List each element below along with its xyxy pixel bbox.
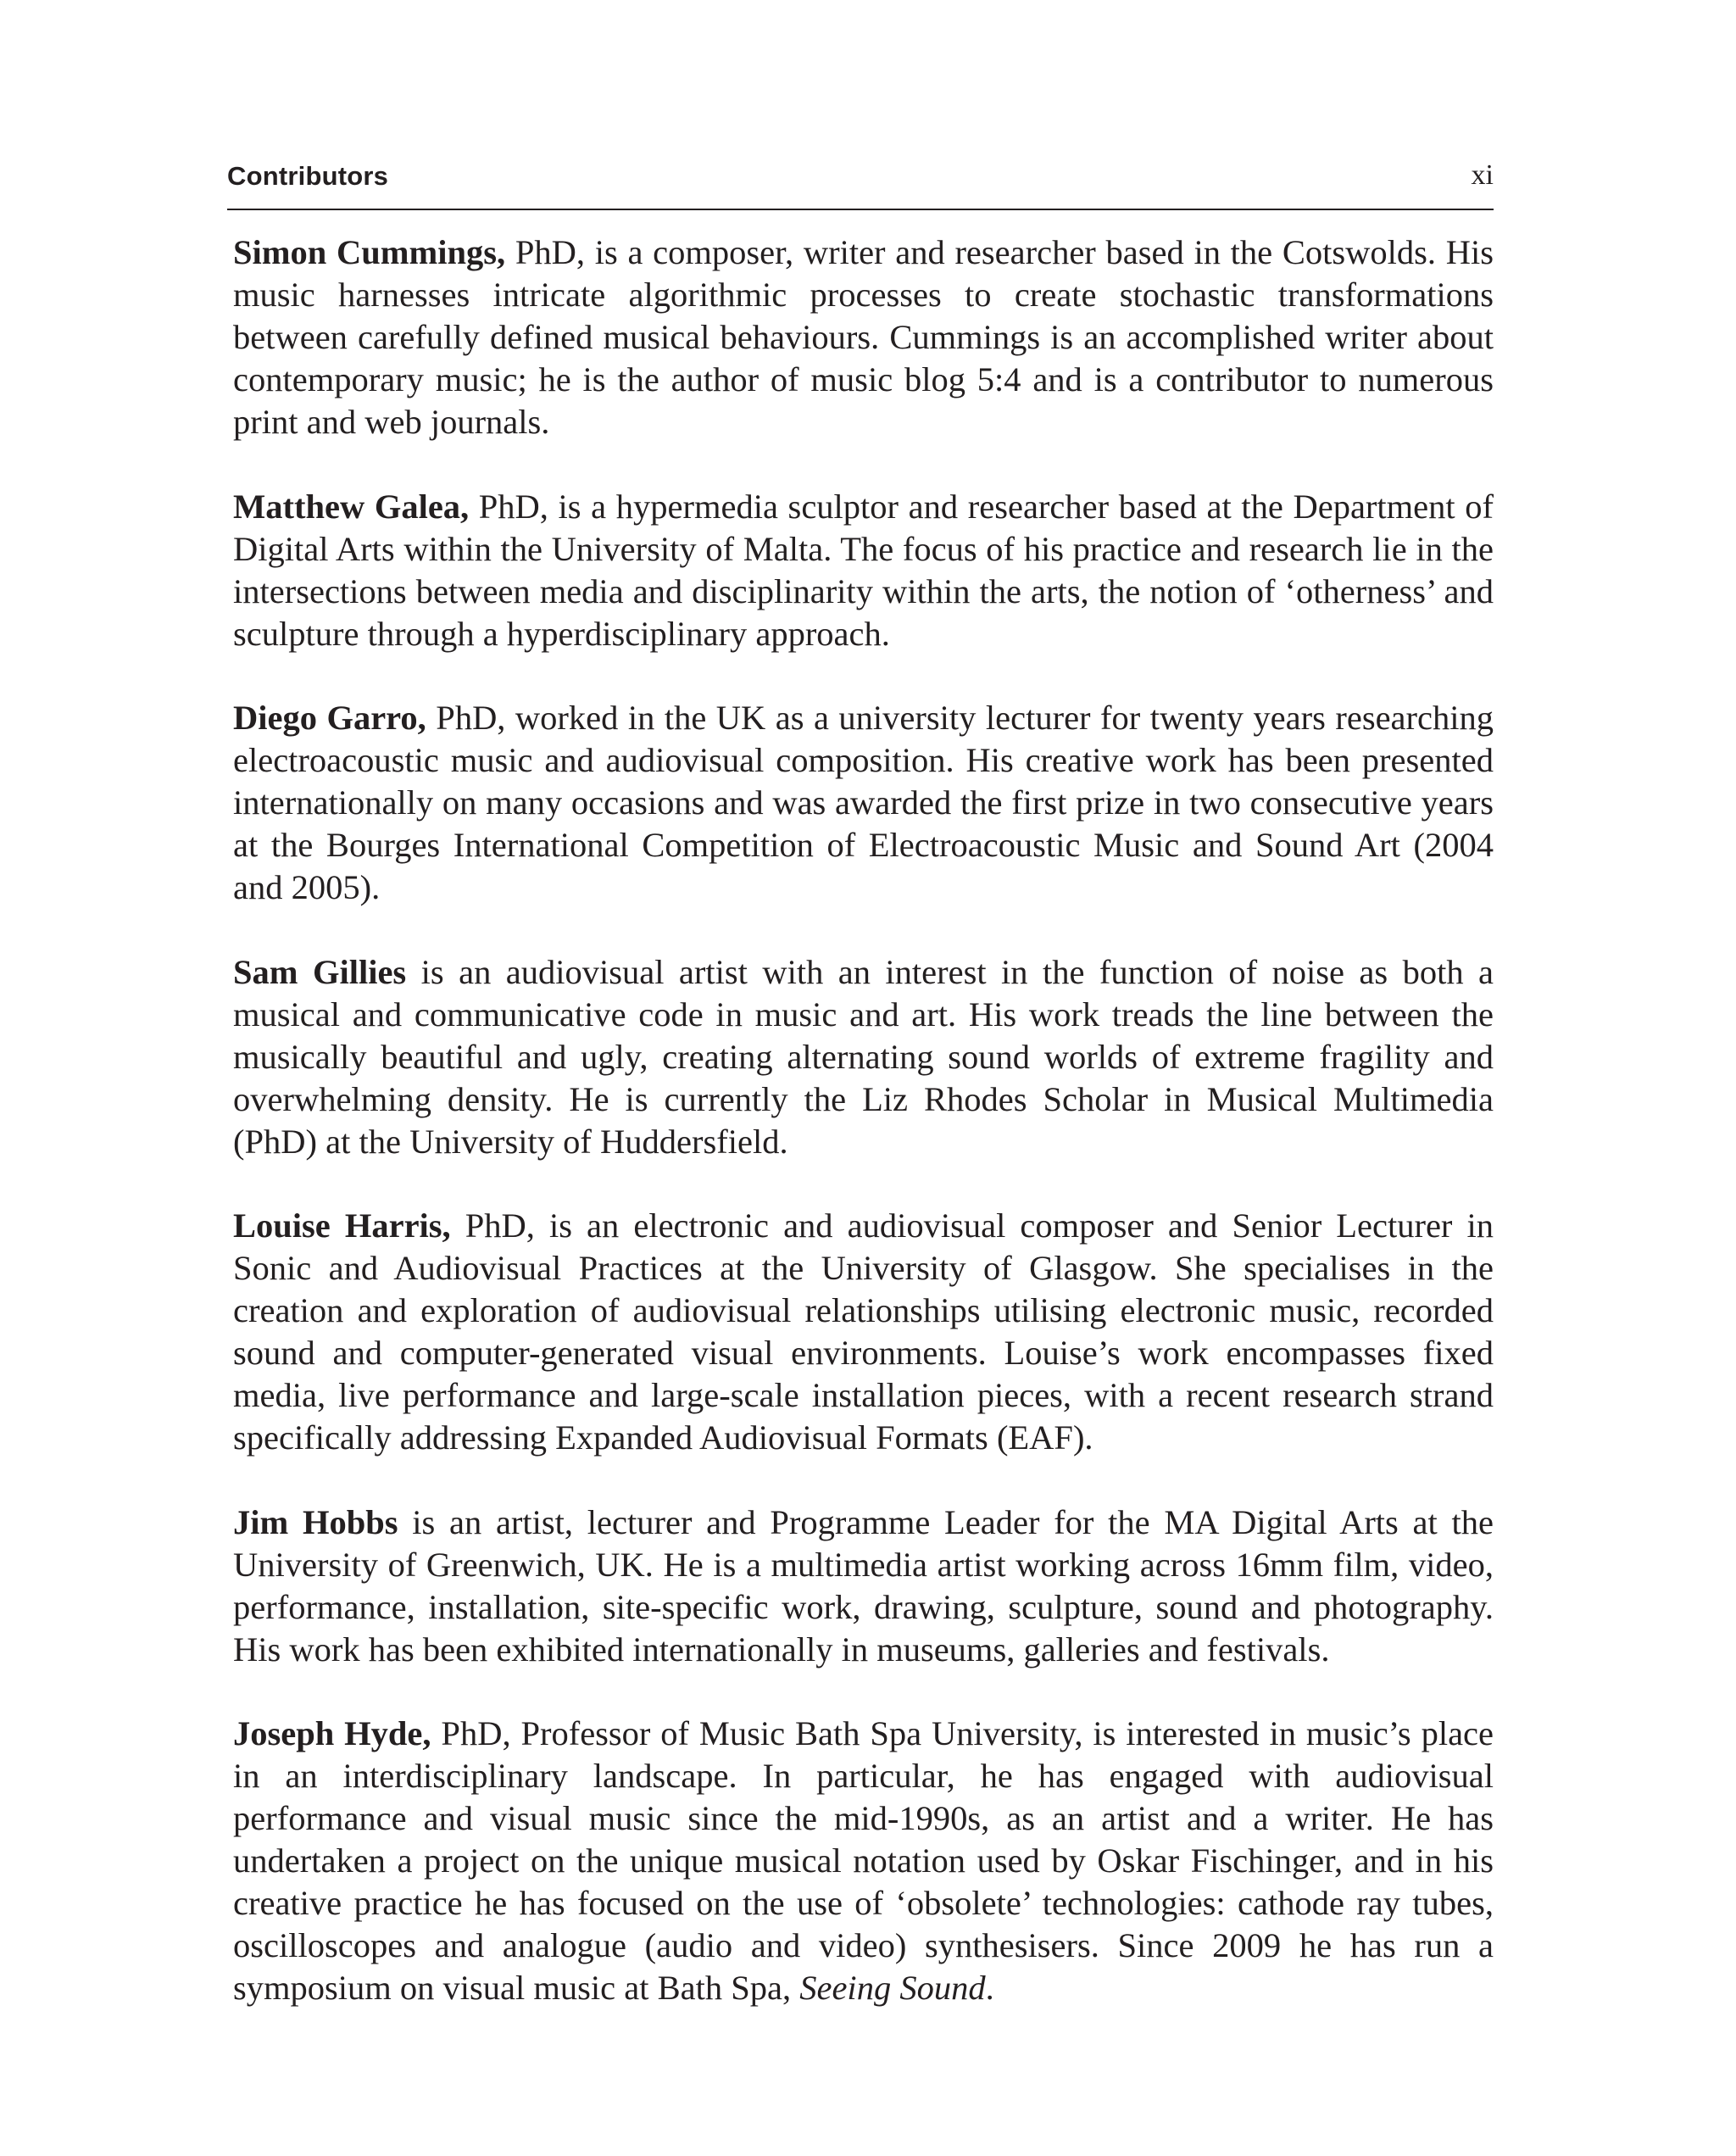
contributor-entry-galea xyxy=(233,486,1494,655)
contributor-name: Jim Hobbs xyxy=(233,1502,398,1541)
contributor-bio: PhD, worked in the UK as a university lecturer for twenty years researching electroacoustic music and audiovisual composition. His creative work has been presented internationally on many occasions and was awarded the first prize in two consecutive years at the Bourges International Competition of Electroacoustic Music and Sound Art (2004 and 2005). xyxy=(233,699,1494,906)
section-title: Contributors xyxy=(227,161,389,191)
contributor-entry-garro xyxy=(233,697,1494,909)
contributor-name: Sam Gillies xyxy=(233,952,407,991)
contributor-bio: PhD, is an electronic and audiovisual composer and Senior Lecturer in Sonic and Audiovisual Practices at the University of Glasgow. She specialises in the creation and exploration of audiovisual relationships utilising electronic music, recorded sound and computer-generated visual environments. Louise’s work encompasses fixed media, live performance and large-scale installation pieces, with a recent research strand specifically addressing Expanded Audiovisual Formats (EAF). xyxy=(233,1206,1494,1457)
contributor-name: Joseph Hyde, xyxy=(233,1714,431,1752)
page-number: xi xyxy=(1471,159,1494,191)
contributor-bio: PhD, is a hypermedia sculptor and researcher based at the Department of Digital Arts within the University of Malta. The focus of his practice and research lie in the intersections between media and disciplinarity within the arts, the notion of ‘otherness’ and sculpture through a hyperdisciplinary approach. xyxy=(233,487,1494,653)
contributor-entry-hyde xyxy=(233,1713,1494,2009)
contributor-bio: is an audiovisual artist with an interest in the function of noise as both a musical and communicative code in music and art. His work treads the line between the musically beautiful and ugly, creating alternating sound worlds of extreme fragility and overwhelming density. He is currently the Liz Rhodes Scholar in Musical Multimedia (PhD) at the University of Huddersfield. xyxy=(233,952,1494,1161)
contributors-list xyxy=(233,231,1494,2052)
sentence-end: . xyxy=(985,1969,994,2007)
contributor-bio: PhD, is a composer, writer and researcher based in the Cotswolds. His music harnesses intricate algorithmic processes to create stochastic transformations between carefully defined musical behaviours. Cummings is an accomplished writer about contemporary music; he is the author of music blog 5:4 and is a contributor to numerous print and web journals. xyxy=(233,233,1494,441)
contributor-name: Simon Cummings, xyxy=(233,233,506,271)
contributor-bio: PhD, Professor of Music Bath Spa University, is interested in music’s place in an interdisciplinary landscape. In particular, he has engaged with audiovisual performance and visual music since the mid-1990s, as an artist and a writer. He has undertaken a project on the unique musical notation used by Oskar Fischinger, and in his creative practice he has focused on the use of ‘obsolete’ technologies: cathode ray tubes, oscilloscopes and analogue (audio and video) synthesisers. Since 2009 he has run a symposium on visual music at Bath Spa, xyxy=(233,1714,1494,2007)
contributor-bio: is an artist, lecturer and Programme Leader for the MA Digital Arts at the University of Greenwich, UK. He is a multimedia artist working across 16mm film, video, performance, installation, site-specific work, drawing, sculpture, sound and photography. His work has been exhibited internationally in museums, galleries and festivals. xyxy=(233,1502,1494,1669)
contributor-entry-cummings xyxy=(233,231,1494,443)
contributor-name: Matthew Galea, xyxy=(233,487,470,526)
running-head xyxy=(227,158,1494,210)
contributor-name: Diego Garro, xyxy=(233,699,426,737)
contributor-entry-harris xyxy=(233,1205,1494,1459)
symposium-title: Seeing Sound xyxy=(799,1969,986,2007)
contributor-entry-hobbs xyxy=(233,1501,1494,1671)
contributor-name: Louise Harris, xyxy=(233,1206,451,1245)
contributor-entry-gillies xyxy=(233,951,1494,1163)
